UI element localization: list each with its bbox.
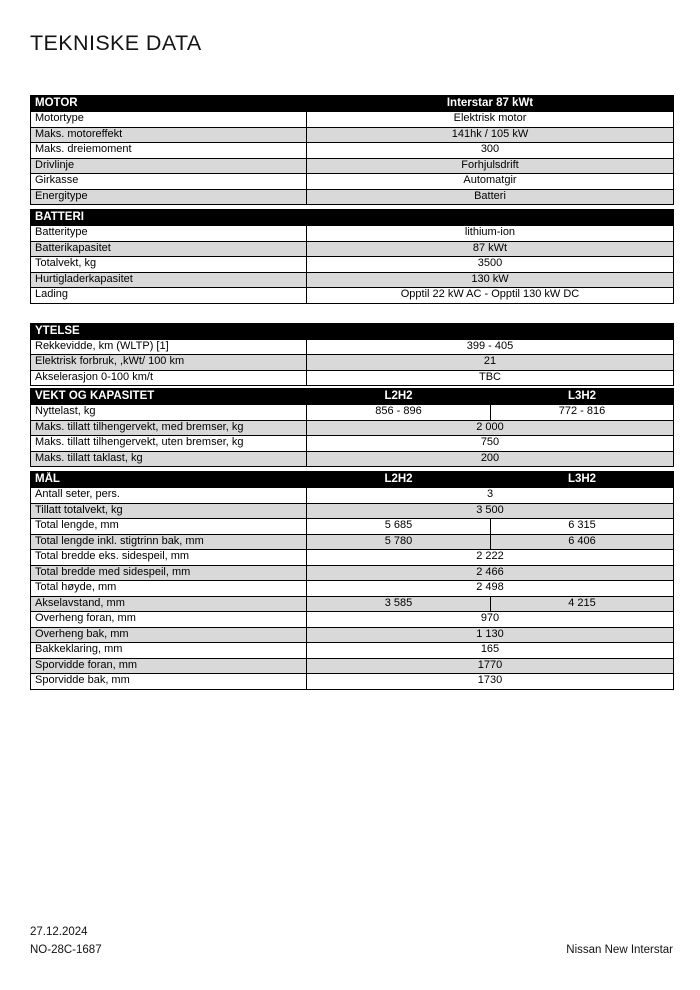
column-header-empty bbox=[307, 210, 674, 226]
row-value: Opptil 22 kW AC - Opptil 130 kW DC bbox=[307, 288, 674, 304]
row-label: Total lengde inkl. stigtrinn bak, mm bbox=[31, 534, 307, 550]
table-row bbox=[31, 112, 674, 128]
table-row bbox=[31, 643, 674, 659]
section-title: VEKT OG KAPASITET bbox=[31, 389, 307, 405]
row-value: 1770 bbox=[307, 658, 674, 674]
column-header-empty bbox=[307, 323, 674, 339]
row-label: Girkasse bbox=[31, 174, 307, 190]
row-value: 5 780 bbox=[307, 534, 491, 550]
row-label: Maks. tillatt taklast, kg bbox=[31, 451, 307, 467]
section-title: YTELSE bbox=[31, 323, 307, 339]
row-value: 200 bbox=[307, 451, 674, 467]
table-row bbox=[31, 241, 674, 257]
row-label: Sporvidde foran, mm bbox=[31, 658, 307, 674]
row-label: Overheng bak, mm bbox=[31, 627, 307, 643]
table-row bbox=[31, 420, 674, 436]
row-value: 87 kWt bbox=[307, 241, 674, 257]
column-header-l3h2: L3H2 bbox=[491, 389, 674, 405]
table-row bbox=[31, 158, 674, 174]
section-header-row bbox=[31, 96, 674, 112]
table-row bbox=[31, 174, 674, 190]
row-value: Automatgir bbox=[307, 174, 674, 190]
row-value: 300 bbox=[307, 143, 674, 159]
row-label: Batterikapasitet bbox=[31, 241, 307, 257]
spec-tables-container bbox=[30, 95, 673, 690]
row-label: Total høyde, mm bbox=[31, 581, 307, 597]
row-value: 2 466 bbox=[307, 565, 674, 581]
row-value: 1 130 bbox=[307, 627, 674, 643]
row-label: Nyttelast, kg bbox=[31, 405, 307, 421]
column-header-l3h2: L3H2 bbox=[491, 472, 674, 488]
row-label: Total bredde eks. sidespeil, mm bbox=[31, 550, 307, 566]
table-row bbox=[31, 189, 674, 205]
row-label: Hurtigladerkapasitet bbox=[31, 272, 307, 288]
table-row bbox=[31, 534, 674, 550]
row-value: Forhjulsdrift bbox=[307, 158, 674, 174]
row-value: lithium-ion bbox=[307, 226, 674, 242]
row-label: Motortype bbox=[31, 112, 307, 128]
row-value: 165 bbox=[307, 643, 674, 659]
table-row bbox=[31, 674, 674, 690]
row-label: Antall seter, pers. bbox=[31, 488, 307, 504]
row-label: Lading bbox=[31, 288, 307, 304]
table-row bbox=[31, 143, 674, 159]
spec-table-vekt-og-kapasitet bbox=[30, 388, 674, 467]
row-value: 2 498 bbox=[307, 581, 674, 597]
row-label: Batteritype bbox=[31, 226, 307, 242]
row-value: 2 222 bbox=[307, 550, 674, 566]
row-label: Totalvekt, kg bbox=[31, 257, 307, 273]
table-row bbox=[31, 370, 674, 386]
row-label: Total lengde, mm bbox=[31, 519, 307, 535]
row-value: 4 215 bbox=[491, 596, 674, 612]
row-label: Sporvidde bak, mm bbox=[31, 674, 307, 690]
footer-model-name: Nissan New Interstar bbox=[566, 944, 673, 956]
section-title: MOTOR bbox=[31, 96, 307, 112]
table-row bbox=[31, 488, 674, 504]
spec-table-motor bbox=[30, 95, 674, 205]
column-header-l2h2: L2H2 bbox=[307, 472, 491, 488]
row-value: 6 406 bbox=[491, 534, 674, 550]
row-label: Elektrisk forbruk, ,kWt/ 100 km bbox=[31, 355, 307, 371]
table-row bbox=[31, 596, 674, 612]
section-title: MÅL bbox=[31, 472, 307, 488]
table-row bbox=[31, 612, 674, 628]
row-value: Batteri bbox=[307, 189, 674, 205]
row-value: 141hk / 105 kW bbox=[307, 127, 674, 143]
section-header-row bbox=[31, 472, 674, 488]
row-value: 970 bbox=[307, 612, 674, 628]
table-row bbox=[31, 226, 674, 242]
row-label: Maks. motoreffekt bbox=[31, 127, 307, 143]
row-label: Akselavstand, mm bbox=[31, 596, 307, 612]
table-row bbox=[31, 581, 674, 597]
row-value: 399 - 405 bbox=[307, 339, 674, 355]
table-row bbox=[31, 355, 674, 371]
table-row bbox=[31, 565, 674, 581]
table-row bbox=[31, 127, 674, 143]
table-row bbox=[31, 436, 674, 452]
row-value: 3 585 bbox=[307, 596, 491, 612]
footer-doc-code: NO-28C-1687 bbox=[30, 944, 102, 956]
spec-table-mal bbox=[30, 471, 674, 690]
row-value: 3500 bbox=[307, 257, 674, 273]
column-header-variant: Interstar 87 kWt bbox=[307, 96, 674, 112]
footer-date: 27.12.2024 bbox=[30, 926, 88, 938]
table-row bbox=[31, 519, 674, 535]
spec-table-batteri bbox=[30, 209, 674, 304]
row-value: 3 500 bbox=[307, 503, 674, 519]
section-header-row bbox=[31, 389, 674, 405]
section-title: BATTERI bbox=[31, 210, 307, 226]
table-row bbox=[31, 257, 674, 273]
row-value: 772 - 816 bbox=[491, 405, 674, 421]
row-value: 130 kW bbox=[307, 272, 674, 288]
row-value: Elektrisk motor bbox=[307, 112, 674, 128]
table-row bbox=[31, 288, 674, 304]
section-header-row bbox=[31, 210, 674, 226]
row-label: Rekkevidde, km (WLTP) [1] bbox=[31, 339, 307, 355]
row-value: 5 685 bbox=[307, 519, 491, 535]
row-label: Bakkeklaring, mm bbox=[31, 643, 307, 659]
row-value: 750 bbox=[307, 436, 674, 452]
table-row bbox=[31, 658, 674, 674]
table-row bbox=[31, 627, 674, 643]
table-row bbox=[31, 339, 674, 355]
row-value: TBC bbox=[307, 370, 674, 386]
section-header-row bbox=[31, 323, 674, 339]
spec-table-ytelse bbox=[30, 323, 674, 387]
row-label: Overheng foran, mm bbox=[31, 612, 307, 628]
row-value: 856 - 896 bbox=[307, 405, 491, 421]
column-header-l2h2: L2H2 bbox=[307, 389, 491, 405]
row-value: 3 bbox=[307, 488, 674, 504]
table-row bbox=[31, 272, 674, 288]
row-label: Maks. tillatt tilhengervekt, med bremser, kg bbox=[31, 420, 307, 436]
row-value: 2 000 bbox=[307, 420, 674, 436]
page-title: TEKNISKE DATA bbox=[30, 31, 202, 55]
row-label: Tillatt totalvekt, kg bbox=[31, 503, 307, 519]
row-value: 21 bbox=[307, 355, 674, 371]
table-row bbox=[31, 451, 674, 467]
row-value: 1730 bbox=[307, 674, 674, 690]
row-value: 6 315 bbox=[491, 519, 674, 535]
row-label: Drivlinje bbox=[31, 158, 307, 174]
table-row bbox=[31, 503, 674, 519]
row-label: Energitype bbox=[31, 189, 307, 205]
row-label: Akselerasjon 0-100 km/t bbox=[31, 370, 307, 386]
row-label: Total bredde med sidespeil, mm bbox=[31, 565, 307, 581]
row-label: Maks. dreiemoment bbox=[31, 143, 307, 159]
table-row bbox=[31, 550, 674, 566]
table-row bbox=[31, 405, 674, 421]
row-label: Maks. tillatt tilhengervekt, uten bremser, kg bbox=[31, 436, 307, 452]
